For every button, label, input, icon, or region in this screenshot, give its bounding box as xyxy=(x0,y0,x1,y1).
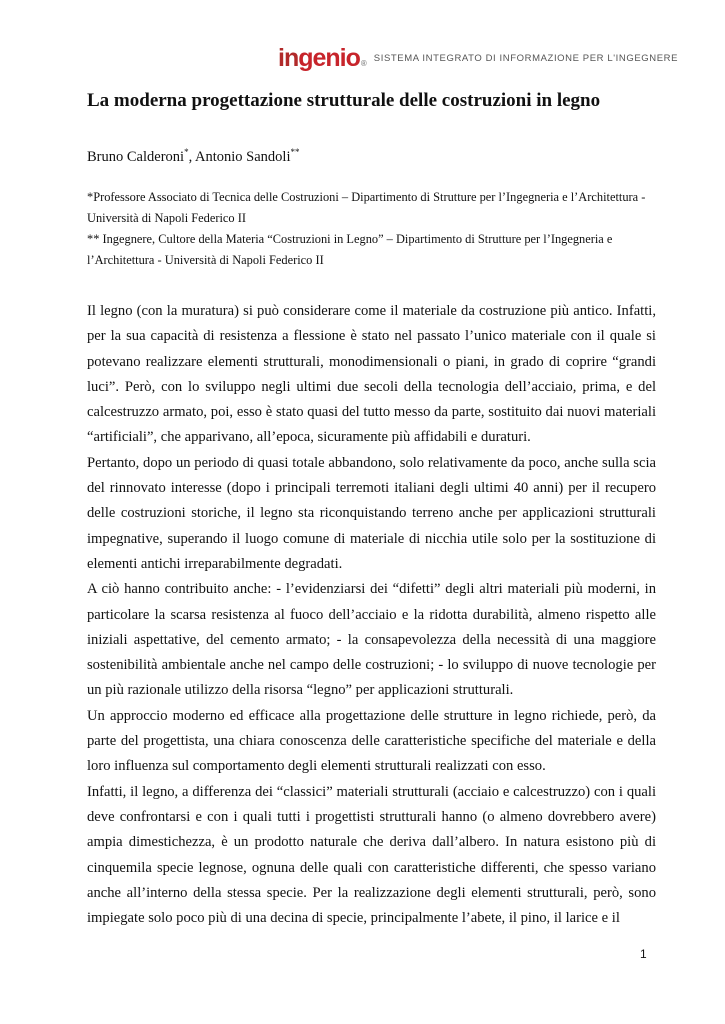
author-name: Antonio Sandoli xyxy=(195,148,291,165)
author-line xyxy=(87,147,299,166)
logo-registered-mark: ® xyxy=(360,58,366,68)
page-header xyxy=(278,40,679,76)
affiliation-note: ** Ingegnere, Cultore della Materia “Costruzioni in Legno” – Dipartimento di Strutture per l’Ingegneria e l’Architettura - Università di Napoli Federico II xyxy=(87,232,613,267)
paragraph: A ciò hanno contribuito anche: - l’evidenziarsi dei “difetti” degli altri materiali più moderni, in particolare la scarsa resistenza al fuoco dell’acciaio e la ridotta durabilità, almeno rispetto alle iniziali aspettative, del cemento armato; - la consapevolezza della necessità di una maggiore sostenibilità ambientale anche nel campo delle costruzioni; - lo sviluppo di nuove tecnologie per un più razionale utilizzo della risorsa “legno” per applicazioni strutturali. xyxy=(87,581,656,699)
affiliations xyxy=(87,187,647,271)
logo-genio: genio xyxy=(298,43,360,72)
page-number: 1 xyxy=(640,947,647,961)
author-name: Bruno Calderoni xyxy=(87,148,185,165)
paragraph: Infatti, il legno, a differenza dei “classici” materiali strutturali (acciaio e calcestruzzo) con i quali deve confrontarsi e con i quali tutti i progettisti strutturali hanno (o almeno dovrebbero avere) ampia dimestichezza, è un prodotto naturale che deriva dall’albero. In natura esistono più di cinquemila specie legnose, ognuna delle quali con caratteristiche differenti, che spesso variano anche all’interno della stessa specie. Per la realizzazione degli elementi strutturali, però, sono impiegate solo poco più di una decina di specie, principalmente l’abete, il pino, il larice e il xyxy=(87,783,656,927)
ingenio-logo[interactable] xyxy=(278,43,366,72)
logo-in: in xyxy=(278,43,299,72)
paragraph: Pertanto, dopo un periodo di quasi totale abbandono, solo relativamente da poco, anche sulla scia del rinnovato interesse (dopo i principali terremoti italiani degli ultimi 40 anni) per il recupero delle costruzioni storiche, il legno sta riconquistando terreno anche per applicazioni strutturali impegnative, superando il luogo comune di materiale di nicchia utile solo per la sostituzione di elementi antichi irreparabilmente degradati. xyxy=(87,454,656,572)
author-footnote-mark: ** xyxy=(290,147,300,157)
author-separator: , xyxy=(188,148,196,165)
header-tagline: SISTEMA INTEGRATO DI INFORMAZIONE PER L'INGEGNERE xyxy=(373,52,679,64)
body-text xyxy=(87,299,656,931)
paragraph: Il legno (con la muratura) si può considerare come il materiale da costruzione più antico. Infatti, per la sua capacità di resistenza a flessione è stato nel passato l’unico materiale con il quale si potevano realizzare elementi strutturali, monodimensionali o piani, in grado di coprire “grandi luci”. Però, con lo sviluppo negli ultimi due secoli della tecnologia dell’acciaio, prima, e del calcestruzzo armato, poi, esso è stato quasi del tutto messo da parte, sostituito dai nuovi materiali “artificiali”, che apparivano, all’epoca, sicuramente più affidabili e duraturi. xyxy=(87,303,656,446)
affiliation-note: *Professore Associato di Tecnica delle Costruzioni – Dipartimento di Strutture per l’Ingegneria e l’Architettura - Università di Napoli Federico II xyxy=(87,190,646,225)
author-footnote-mark: * xyxy=(184,147,189,157)
document-title: La moderna progettazione strutturale delle costruzioni in legno xyxy=(87,90,601,111)
paragraph: Un approccio moderno ed efficace alla progettazione delle strutture in legno richiede, però, da parte del progettista, una chiara conoscenza delle caratteristiche specifiche del materiale e della loro influenza sul comportamento degli elementi strutturali realizzati con esso. xyxy=(87,707,656,775)
